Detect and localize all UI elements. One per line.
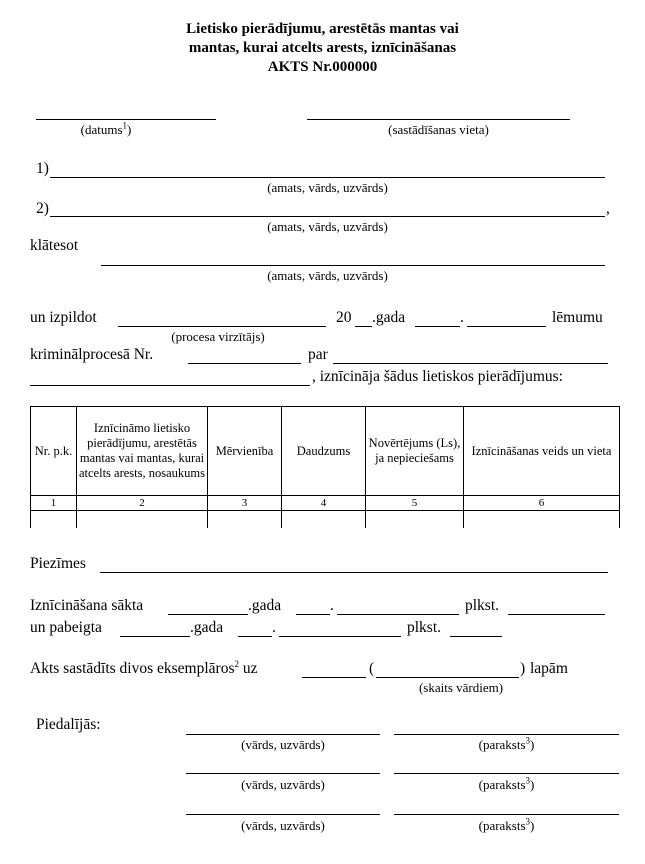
- end-year-field[interactable]: [120, 636, 190, 637]
- col-index-1: 1: [31, 496, 77, 511]
- year-prefix: 20: [336, 309, 352, 326]
- title-line-3: AKTS Nr.000000: [267, 59, 378, 75]
- participant-1-name-field[interactable]: [186, 734, 380, 735]
- end-time-label: plkst.: [407, 619, 442, 636]
- start-dot: .: [330, 597, 334, 614]
- person-1-caption: (amats, vārds, uzvārds): [267, 180, 388, 195]
- participant-2-name-field[interactable]: [186, 773, 380, 774]
- table-number-row: [31, 496, 620, 511]
- col-index-6: 6: [464, 496, 620, 511]
- participant-1-signature-field[interactable]: [394, 734, 619, 735]
- table-cell[interactable]: [31, 511, 77, 529]
- table-header-row: [31, 407, 620, 496]
- participant-3-name-caption: (vārds, uzvārds): [241, 818, 325, 833]
- document-title: [0, 20, 645, 77]
- col-index-2: 2: [77, 496, 208, 511]
- person-1-field[interactable]: [50, 177, 605, 178]
- executing-label: un izpildot: [30, 309, 97, 326]
- table-cell[interactable]: [282, 511, 366, 529]
- pages-words-field[interactable]: [376, 677, 519, 678]
- start-day-field[interactable]: [337, 614, 459, 615]
- start-year-field[interactable]: [168, 614, 248, 615]
- participants-label: Piedalījās:: [36, 716, 101, 733]
- participant-2-name-caption: (vārds, uzvārds): [241, 777, 325, 792]
- col-item-name-header: Iznīcināmo lietisko pierādījumu, arestētās mantas vai mantas, kurai atcelts arests, nosaukums: [77, 407, 208, 496]
- destroyed-label: , iznīcināja šādus lietiskos pierādījumus:: [312, 368, 563, 385]
- present-field[interactable]: [101, 265, 605, 266]
- criminal-case-number-field[interactable]: [188, 363, 301, 364]
- start-gada: .gada: [248, 597, 282, 614]
- person-1-number: 1): [36, 160, 49, 177]
- about-field-continuation[interactable]: [30, 385, 310, 386]
- title-line-2: mantas, kurai atcelts arests, iznīcināšanas: [188, 40, 457, 56]
- participant-1-name-caption: (vārds, uzvārds): [241, 737, 325, 752]
- notes-label: Piezīmes: [30, 555, 86, 572]
- end-month-field[interactable]: [238, 636, 272, 637]
- criminal-case-label: kriminālprocesā Nr.: [30, 346, 154, 363]
- person-2-comma: ,: [606, 200, 610, 217]
- col-index-5: 5: [366, 496, 464, 511]
- col-method-header: Iznīcināšanas veids un vieta: [464, 407, 620, 496]
- decision-year-field[interactable]: [355, 326, 372, 327]
- participant-2-signature-caption: (paraksts$^3$): [478, 775, 535, 792]
- decision-dot: .: [460, 309, 464, 326]
- place-caption: (sastādīšanas vieta): [388, 122, 489, 137]
- process-leader-field[interactable]: [118, 326, 326, 327]
- decision-label: lēmumu: [552, 309, 603, 326]
- notes-field[interactable]: [100, 572, 608, 573]
- table-cell[interactable]: [208, 511, 282, 529]
- table-cell[interactable]: [464, 511, 620, 529]
- participant-3-signature-caption: (paraksts$^3$): [478, 816, 535, 833]
- person-2-caption: (amats, vārds, uzvārds): [267, 219, 388, 234]
- participant-2-signature-field[interactable]: [394, 773, 619, 774]
- pages-words-caption: (skaits vārdiem): [418, 680, 504, 695]
- present-caption: (amats, vārds, uzvārds): [267, 268, 388, 283]
- present-label: klātesot: [30, 237, 79, 254]
- participant-1-signature-caption: (paraksts$^3$): [478, 735, 535, 752]
- evidence-table: [30, 406, 620, 528]
- end-day-field[interactable]: [279, 636, 401, 637]
- table-cell[interactable]: [366, 511, 464, 529]
- about-field[interactable]: [333, 363, 608, 364]
- col-index-3: 3: [208, 496, 282, 511]
- end-time-field[interactable]: [450, 636, 502, 637]
- title-line-1: Lietisko pierādījumu, arestētās mantas vai: [186, 21, 459, 37]
- place-field[interactable]: [307, 119, 570, 120]
- end-gada: .gada: [190, 619, 224, 636]
- decision-month-field[interactable]: [415, 326, 460, 327]
- col-number-header: Nr. p.k.: [31, 407, 77, 496]
- started-label: Iznīcināšana sākta: [30, 597, 144, 614]
- process-leader-caption: (procesa virzītājs): [171, 329, 265, 344]
- pages-label: lapām: [530, 660, 568, 677]
- participant-3-name-field[interactable]: [186, 814, 380, 815]
- copies-label: Akts sastādīts divos eksemplāros$^2$ uz: [30, 658, 258, 677]
- col-quantity-header: Daudzums: [282, 407, 366, 496]
- about-label: par: [308, 346, 328, 363]
- end-dot: .: [272, 619, 276, 636]
- table-cell[interactable]: [77, 511, 208, 529]
- person-2-number: 2): [36, 200, 49, 217]
- decision-gada: .gada: [372, 309, 406, 326]
- col-valuation-header: Novērtējums (Ls), ja nepieciešams: [366, 407, 464, 496]
- pages-open-paren: (: [369, 660, 375, 677]
- table-row: [31, 511, 620, 529]
- date-caption: (datums$^1$): [80, 120, 132, 137]
- start-time-field[interactable]: [508, 614, 605, 615]
- start-month-field[interactable]: [296, 614, 330, 615]
- participant-3-signature-field[interactable]: [394, 814, 619, 815]
- start-time-label: plkst.: [465, 597, 500, 614]
- pages-number-field[interactable]: [302, 677, 366, 678]
- pages-close-paren: ): [520, 660, 526, 677]
- finished-label: un pabeigta: [30, 619, 102, 636]
- col-index-4: 4: [282, 496, 366, 511]
- person-2-field[interactable]: [50, 216, 605, 217]
- decision-day-field[interactable]: [467, 326, 546, 327]
- col-unit-header: Mērvienība: [208, 407, 282, 496]
